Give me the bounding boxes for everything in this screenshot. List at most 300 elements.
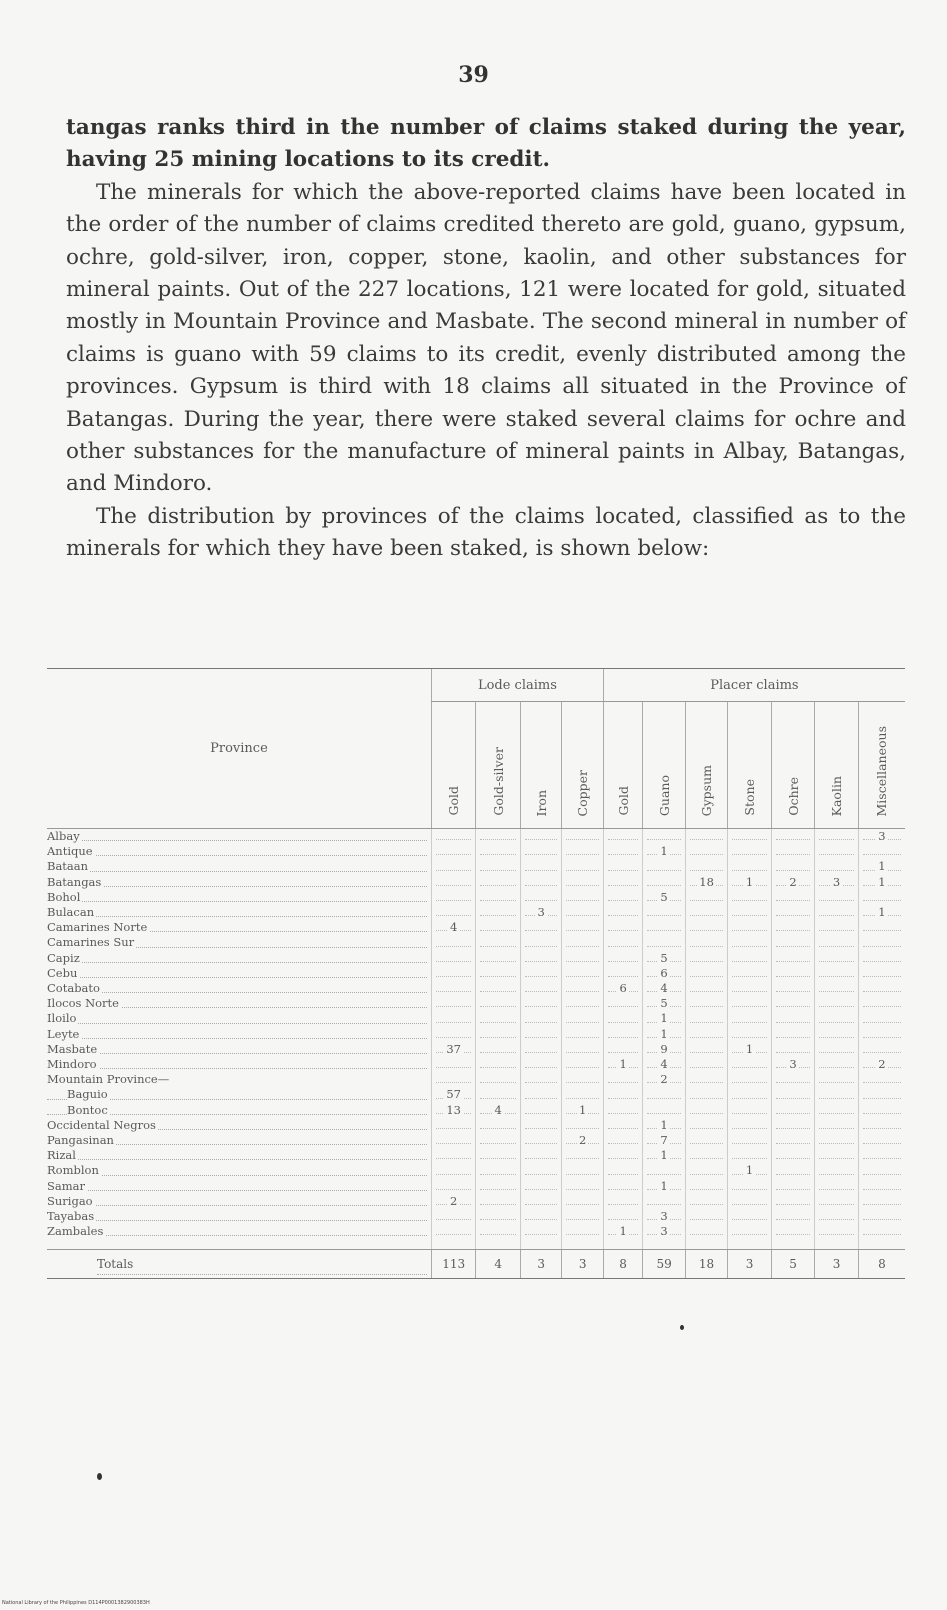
value-cell	[603, 829, 642, 845]
dot-leader	[480, 1158, 516, 1159]
value-cell	[643, 844, 685, 859]
dot-leader	[436, 1128, 472, 1129]
dot-leader	[776, 991, 811, 992]
dot-leader	[863, 1022, 901, 1023]
dot-leader	[566, 1098, 598, 1099]
dot-leader	[732, 870, 767, 871]
dot-leader	[608, 1189, 638, 1190]
dot-leader	[525, 839, 557, 840]
dot-leader	[525, 885, 557, 886]
value-cell	[562, 1133, 603, 1148]
value-cell	[603, 905, 642, 920]
dot-leader	[97, 1274, 427, 1275]
dot-leader	[480, 1037, 516, 1038]
dot-leader	[480, 930, 516, 931]
province-cell	[47, 920, 431, 935]
table-row	[47, 1118, 905, 1133]
totals-label: Totals	[97, 1256, 134, 1271]
value-cell	[643, 1042, 685, 1057]
value-cell	[728, 966, 772, 981]
dot-leader	[863, 854, 901, 855]
spacer-cell	[643, 1239, 685, 1250]
dot-leader	[608, 1006, 638, 1007]
dot-leader	[608, 1219, 638, 1220]
dot-leader	[480, 1174, 516, 1175]
dot-leader	[47, 855, 427, 856]
table-row	[47, 966, 905, 981]
spacer-row	[47, 1239, 905, 1250]
dot-leader	[863, 1174, 901, 1175]
value-cell	[431, 1133, 476, 1148]
dot-leader	[566, 1158, 598, 1159]
value-cell	[815, 1027, 859, 1042]
value-cell	[815, 905, 859, 920]
value-text: 3	[789, 1057, 797, 1072]
value-cell	[858, 844, 905, 859]
value-cell	[562, 1209, 603, 1224]
value-cell	[858, 829, 905, 845]
dot-leader	[863, 1006, 901, 1007]
value-cell	[431, 981, 476, 996]
province-cell	[47, 1118, 431, 1133]
dot-leader	[819, 976, 854, 977]
value-cell	[562, 935, 603, 950]
value-cell	[520, 1057, 561, 1072]
dot-leader	[732, 900, 767, 901]
dot-leader	[732, 1082, 767, 1083]
value-cell	[771, 981, 815, 996]
column-header-label: Miscellaneous	[874, 725, 890, 816]
value-cell	[520, 1224, 561, 1239]
dot-leader	[732, 930, 767, 931]
value-cell	[771, 1163, 815, 1178]
dot-leader	[566, 854, 598, 855]
column-header-label: Gypsum	[699, 764, 715, 816]
province-cell	[47, 1011, 431, 1026]
value-cell	[603, 1027, 642, 1042]
province-name: Iloilo	[47, 1011, 77, 1026]
dot-leader	[776, 976, 811, 977]
value-cell	[476, 1042, 521, 1057]
dot-leader	[863, 1219, 901, 1220]
value-cell	[815, 1118, 859, 1133]
value-cell	[771, 905, 815, 920]
dot-leader	[525, 1158, 557, 1159]
value-cell	[603, 1042, 642, 1057]
value-text: 2	[878, 1057, 886, 1072]
province-name: Capiz	[47, 950, 80, 965]
value-cell	[685, 1103, 727, 1118]
table-row	[47, 859, 905, 874]
dot-leader	[647, 1098, 680, 1099]
value-cell	[476, 829, 521, 845]
dot-leader	[863, 1037, 901, 1038]
province-name: Occidental Negros	[47, 1117, 156, 1132]
value-cell	[476, 935, 521, 950]
dot-leader	[525, 1098, 557, 1099]
dot-leader	[819, 1143, 854, 1144]
dot-leader	[819, 961, 854, 962]
province-name: Bataan	[47, 859, 89, 874]
dot-leader	[480, 870, 516, 871]
dot-leader	[525, 1143, 557, 1144]
value-text: 3	[660, 1209, 668, 1224]
value-cell	[562, 1072, 603, 1087]
dot-leader	[608, 1158, 638, 1159]
table-row	[47, 1209, 905, 1224]
dot-leader	[47, 1205, 427, 1206]
province-cell	[47, 981, 431, 996]
value-cell	[520, 844, 561, 859]
value-text: 1	[878, 859, 886, 874]
province-cell	[47, 1087, 431, 1102]
value-cell	[815, 1133, 859, 1148]
dot-leader	[863, 900, 901, 901]
dot-leader	[690, 1052, 723, 1053]
value-cell	[431, 844, 476, 859]
value-text: 1	[660, 1117, 668, 1132]
value-cell	[520, 829, 561, 845]
value-cell	[728, 859, 772, 874]
column-header-label: Gold	[615, 786, 631, 816]
province-cell	[47, 1057, 431, 1072]
table-row	[47, 1103, 905, 1118]
dot-leader	[566, 870, 598, 871]
province-cell	[47, 1209, 431, 1224]
value-cell	[815, 829, 859, 845]
value-cell	[685, 1209, 727, 1224]
value-cell	[771, 829, 815, 845]
value-cell	[476, 859, 521, 874]
value-cell	[858, 1042, 905, 1057]
value-cell	[431, 875, 476, 890]
dot-leader	[608, 930, 638, 931]
value-cell	[771, 1179, 815, 1194]
value-cell	[562, 920, 603, 935]
value-cell	[685, 1042, 727, 1057]
paragraph-3: The distribution by provinces of the claims located, classified as to the minerals for which they have been staked, is shown below:	[66, 503, 906, 562]
dot-leader	[819, 1113, 854, 1114]
value-text: 5	[660, 889, 668, 904]
value-cell	[728, 1011, 772, 1026]
value-cell	[643, 1148, 685, 1163]
spacer-cell	[603, 1239, 642, 1250]
table-row	[47, 1011, 905, 1026]
dot-leader	[566, 1204, 598, 1205]
value-cell	[476, 905, 521, 920]
value-cell	[685, 996, 727, 1011]
value-text: 9	[660, 1041, 668, 1056]
value-cell	[815, 951, 859, 966]
value-cell	[728, 996, 772, 1011]
dot-leader	[863, 1204, 901, 1205]
dot-leader	[732, 1158, 767, 1159]
total-value-cell: 18	[685, 1250, 727, 1279]
value-cell	[728, 905, 772, 920]
value-cell	[643, 1011, 685, 1026]
dot-leader	[776, 1113, 811, 1114]
dot-leader	[776, 946, 811, 947]
dot-leader	[480, 1006, 516, 1007]
dot-leader	[776, 870, 811, 871]
value-text: 57	[446, 1087, 461, 1102]
value-cell	[603, 920, 642, 935]
dot-leader	[776, 1234, 811, 1235]
value-cell	[431, 1148, 476, 1163]
column-header	[685, 702, 727, 829]
province-name: Samar	[47, 1178, 85, 1193]
dot-leader	[436, 870, 472, 871]
column-header	[643, 702, 685, 829]
dot-leader	[436, 1022, 472, 1023]
value-cell	[685, 1027, 727, 1042]
value-cell	[520, 1163, 561, 1178]
column-header-label: Iron	[533, 789, 549, 816]
dot-leader	[480, 1219, 516, 1220]
dot-leader	[608, 900, 638, 901]
value-text: 1	[660, 1011, 668, 1026]
spacer-cell	[476, 1239, 521, 1250]
dot-leader	[480, 900, 516, 901]
dot-leader	[732, 946, 767, 947]
placer-claims-header: Placer claims	[603, 669, 905, 702]
province-name: Albay	[47, 829, 80, 843]
dot-leader	[776, 1128, 811, 1129]
value-cell	[603, 951, 642, 966]
value-cell	[603, 981, 642, 996]
value-cell	[562, 1011, 603, 1026]
dot-leader	[525, 976, 557, 977]
value-cell	[476, 1118, 521, 1133]
value-text: 1	[878, 874, 886, 889]
dot-leader	[732, 976, 767, 977]
value-cell	[643, 829, 685, 845]
value-cell	[476, 1133, 521, 1148]
value-cell	[643, 935, 685, 950]
dot-leader	[863, 991, 901, 992]
dot-leader	[566, 976, 598, 977]
value-cell	[685, 1057, 727, 1072]
total-value-cell: 3	[728, 1250, 772, 1279]
value-cell	[771, 1118, 815, 1133]
value-text: 18	[699, 874, 714, 889]
dot-leader	[647, 839, 680, 840]
dot-leader	[647, 1113, 680, 1114]
dot-leader	[480, 854, 516, 855]
value-cell	[771, 1042, 815, 1057]
value-cell	[771, 1194, 815, 1209]
table-row	[47, 996, 905, 1011]
value-cell	[815, 1148, 859, 1163]
dot-leader	[863, 1143, 901, 1144]
value-cell	[431, 1011, 476, 1026]
dot-leader	[690, 1219, 723, 1220]
value-cell	[562, 1194, 603, 1209]
value-cell	[728, 935, 772, 950]
value-cell	[771, 935, 815, 950]
dot-leader	[566, 1219, 598, 1220]
value-cell	[520, 1103, 561, 1118]
total-value-cell: 5	[771, 1250, 815, 1279]
dot-leader	[776, 1098, 811, 1099]
table-row	[47, 1042, 905, 1057]
dot-leader	[732, 991, 767, 992]
dot-leader	[819, 930, 854, 931]
value-cell	[771, 996, 815, 1011]
dot-leader	[436, 976, 472, 977]
dot-leader	[436, 1067, 472, 1068]
dot-leader	[819, 1082, 854, 1083]
value-cell	[476, 1194, 521, 1209]
dot-leader	[480, 1082, 516, 1083]
dot-leader	[608, 1128, 638, 1129]
value-cell	[520, 951, 561, 966]
value-cell	[815, 1072, 859, 1087]
dot-leader	[566, 1128, 598, 1129]
dot-leader	[566, 1082, 598, 1083]
value-text: 2	[450, 1193, 458, 1208]
value-text: 7	[660, 1133, 668, 1148]
value-cell	[771, 1148, 815, 1163]
value-cell	[643, 1087, 685, 1102]
value-cell	[603, 1118, 642, 1133]
value-cell	[771, 920, 815, 935]
value-cell	[728, 1133, 772, 1148]
dot-leader	[525, 946, 557, 947]
dot-leader	[690, 1082, 723, 1083]
value-cell	[520, 1118, 561, 1133]
value-cell	[562, 1148, 603, 1163]
dot-leader	[776, 1219, 811, 1220]
dot-leader	[608, 976, 638, 977]
value-text: 4	[450, 920, 458, 935]
value-cell	[771, 1011, 815, 1026]
dot-leader	[608, 854, 638, 855]
dot-leader	[690, 1158, 723, 1159]
column-header	[431, 702, 476, 829]
dot-leader	[608, 1082, 638, 1083]
dot-leader	[47, 1175, 427, 1176]
value-cell	[728, 1209, 772, 1224]
dot-leader	[732, 1113, 767, 1114]
dot-leader	[690, 1067, 723, 1068]
value-cell	[476, 1087, 521, 1102]
value-cell	[643, 981, 685, 996]
dot-leader	[732, 854, 767, 855]
dot-leader	[863, 1189, 901, 1190]
dot-leader	[863, 976, 901, 977]
dot-leader	[819, 1037, 854, 1038]
dot-leader	[566, 915, 598, 916]
value-cell	[431, 966, 476, 981]
province-name: Romblon	[47, 1163, 99, 1178]
dot-leader	[525, 1067, 557, 1068]
dot-leader	[525, 1174, 557, 1175]
page-number: 39	[458, 62, 489, 88]
column-header	[858, 702, 905, 829]
dot-leader	[863, 1234, 901, 1235]
dot-leader	[732, 1098, 767, 1099]
value-cell	[815, 1224, 859, 1239]
value-text: 37	[446, 1041, 461, 1056]
value-cell	[728, 1027, 772, 1042]
value-text: 1	[745, 874, 754, 889]
value-cell	[643, 1194, 685, 1209]
value-cell	[643, 1163, 685, 1178]
value-cell	[858, 996, 905, 1011]
dot-leader	[480, 1204, 516, 1205]
province-name: Batangas	[47, 874, 102, 889]
dot-leader	[819, 854, 854, 855]
value-cell	[858, 890, 905, 905]
value-cell	[858, 981, 905, 996]
value-cell	[520, 966, 561, 981]
value-cell	[476, 1011, 521, 1026]
table-row	[47, 920, 905, 935]
value-cell	[520, 935, 561, 950]
dot-leader	[566, 930, 598, 931]
dot-leader	[776, 1143, 811, 1144]
dot-leader	[47, 1068, 427, 1069]
value-cell	[520, 1209, 561, 1224]
dot-leader	[732, 1234, 767, 1235]
value-cell	[858, 951, 905, 966]
dot-leader	[608, 961, 638, 962]
dot-leader	[608, 1052, 638, 1053]
dot-leader	[525, 1189, 557, 1190]
dot-leader	[47, 962, 427, 963]
value-cell	[728, 1118, 772, 1133]
value-cell	[520, 981, 561, 996]
value-cell	[685, 1179, 727, 1194]
value-cell	[603, 890, 642, 905]
value-cell	[815, 1057, 859, 1072]
province-cell	[47, 1194, 431, 1209]
dot-leader	[647, 870, 680, 871]
totals-row	[47, 1250, 905, 1279]
table-row	[47, 1194, 905, 1209]
dot-leader	[436, 1189, 472, 1190]
province-name: Tayabas	[47, 1209, 95, 1224]
dot-leader	[436, 885, 472, 886]
value-cell	[603, 1194, 642, 1209]
province-name: Leyte	[47, 1026, 80, 1041]
value-cell	[858, 1118, 905, 1133]
value-text: 2	[789, 874, 797, 889]
dot-leader	[608, 1143, 638, 1144]
dot-leader	[525, 1006, 557, 1007]
value-cell	[728, 1087, 772, 1102]
dot-leader	[819, 870, 854, 871]
value-cell	[643, 859, 685, 874]
dot-leader	[776, 854, 811, 855]
total-value-cell: 8	[603, 1250, 642, 1279]
dot-leader	[480, 946, 516, 947]
dot-leader	[776, 1204, 811, 1205]
value-text: 1	[660, 1026, 668, 1041]
spacer-cell	[47, 1239, 431, 1250]
province-name: Zambales	[47, 1224, 104, 1239]
value-cell	[858, 1057, 905, 1072]
value-cell	[858, 1087, 905, 1102]
dot-leader	[776, 1158, 811, 1159]
dot-leader	[690, 1022, 723, 1023]
table-row	[47, 875, 905, 890]
dot-leader	[480, 885, 516, 886]
value-cell	[643, 1133, 685, 1148]
dot-leader	[47, 871, 427, 872]
dot-leader	[566, 946, 598, 947]
